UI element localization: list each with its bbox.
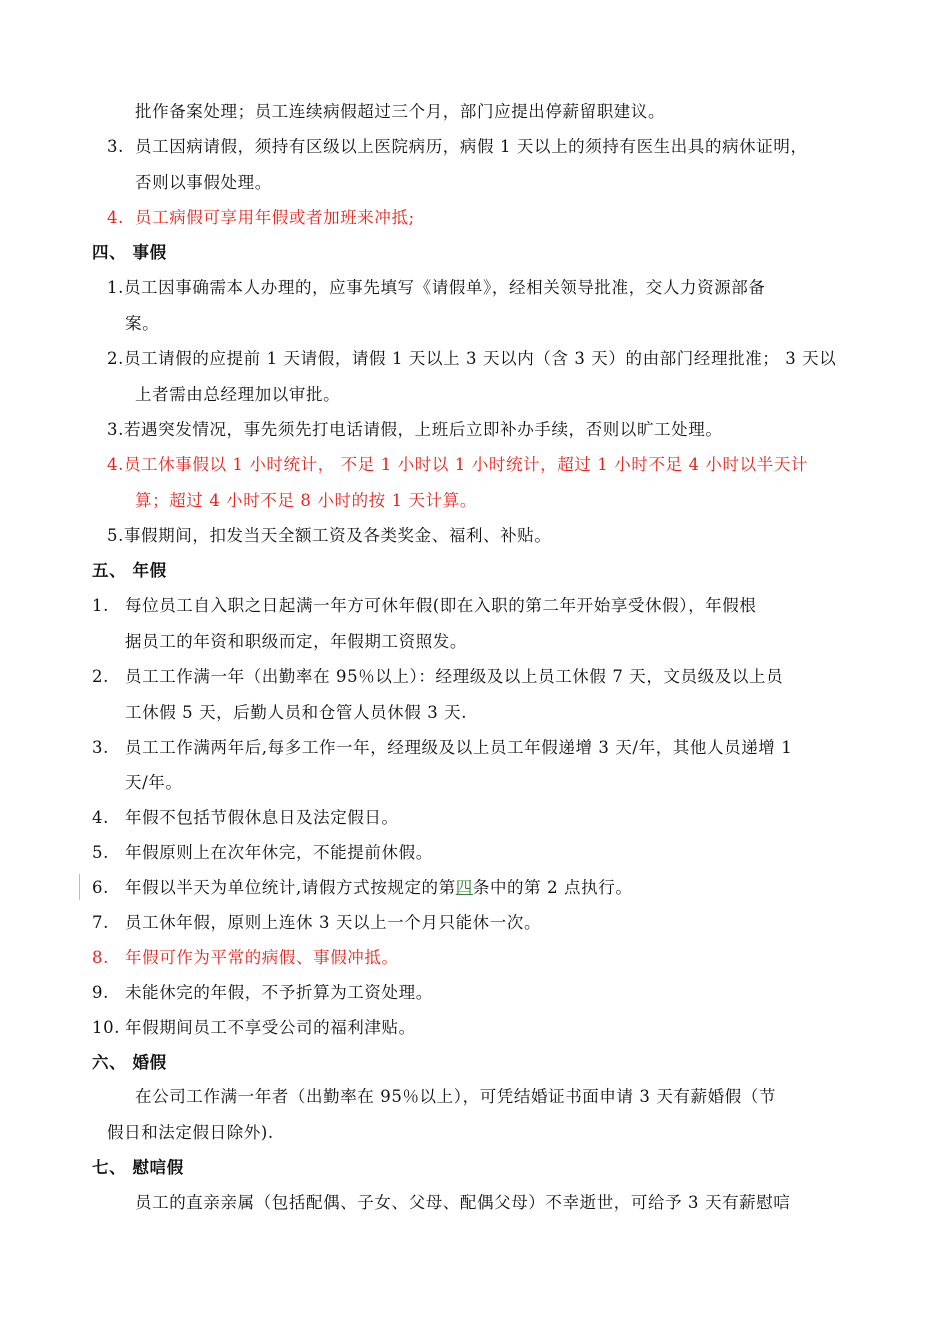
section-heading: 五、 年假 [92,561,167,580]
revised-text: 四 [455,878,473,897]
section-heading: 六、 婚假 [92,1053,167,1072]
list-number: 3. [92,738,109,757]
list-number: 7. [92,913,109,932]
section-heading: 七、 慰唁假 [92,1158,184,1177]
text-segment: 年假以半天为单位统计,请假方式按规定的第 [125,878,456,897]
list-number: 9. [92,983,109,1002]
text-line: 在公司工作满一年者（出勤率在 95％以上），可凭结婚证书面申请 3 天有薪婚假（节 [135,1087,777,1106]
text-segment: 条中的第 2 点执行。 [472,878,633,897]
highlighted-text-line: 年假可作为平常的病假、事假冲抵。 [125,948,399,967]
text-line: 5.事假期间，扣发当天全额工资及各类奖金、福利、补贴。 [107,526,552,545]
list-number: 3. [107,137,124,156]
list-number: 2. [92,667,109,686]
text-line: 上者需由总经理加以审批。 [135,385,341,404]
text-line: 员工工作满一年（出勤率在 95％以上）：经理级及以上员工休假 7 天，文员级及以上员 [125,667,784,686]
text-line: 员工因病请假，须持有区级以上医院病历，病假 1 天以上的须持有医生出具的病休证明， [135,137,808,156]
section-heading: 四、 事假 [92,243,167,262]
text-line: 未能休完的年假，不予折算为工资处理。 [125,983,433,1002]
list-number: 5. [92,843,109,862]
text-line: 案。 [125,314,160,333]
text-line: 员工的直亲亲属（包括配偶、子女、父母、配偶父母）不幸逝世，可给予 3 天有薪慰唁 [135,1193,791,1212]
text-line [125,876,632,900]
text-line: 年假期间员工不享受公司的福利津贴。 [125,1018,416,1037]
text-line: 每位员工自入职之日起满一年方可休年假(即在入职的第二年开始享受休假），年假根 [125,596,757,615]
list-number: 4. [92,808,109,827]
list-number: 6. [92,878,109,897]
list-number: 1. [92,596,109,615]
text-line: 1.员工因事确需本人办理的，应事先填写《请假单》，经相关领导批准，交人力资源部备 [107,278,766,297]
text-line: 工休假 5 天，后勤人员和仓管人员休假 3 天. [125,703,468,722]
text-line: 否则以事假处理。 [135,173,272,192]
text-line: 员工休年假，原则上连休 3 天以上一个月只能休一次。 [125,913,542,932]
revision-bar [79,874,80,900]
highlighted-text-line: 员工病假可享用年假或者加班来冲抵; [135,208,415,227]
text-line: 2.员工请假的应提前 1 天请假，请假 1 天以上 3 天以内（含 3 天）的由部门经理批准； 3 天以 [107,349,837,368]
list-number: 8. [92,948,109,967]
text-line: 年假原则上在次年休完，不能提前休假。 [125,843,433,862]
text-line: 据员工的年资和职级而定，年假期工资照发。 [125,632,467,651]
text-line: 批作备案处理；员工连续病假超过三个月，部门应提出停薪留职建议。 [135,102,666,121]
text-line: 年假不包括节假休息日及法定假日。 [125,808,399,827]
text-line: 员工工作满两年后,每多工作一年，经理级及以上员工年假递增 3 天/年，其他人员递增 1 [125,738,793,757]
list-number: 4. [107,208,124,227]
list-number: 10. [92,1018,121,1037]
text-line: 假日和法定假日除外). [107,1123,274,1142]
highlighted-text-line: 4.员工休事假以 1 小时统计， 不足 1 小时以 1 小时统计，超过 1 小时不足 4 小时以半天计 [107,455,809,474]
text-line: 天/年。 [125,773,183,792]
text-line: 3.若遇突发情况，事先须先打电话请假，上班后立即补办手续，否则以旷工处理。 [107,420,723,439]
highlighted-text-line: 算；超过 4 小时不足 8 小时的按 1 天计算。 [135,491,477,510]
